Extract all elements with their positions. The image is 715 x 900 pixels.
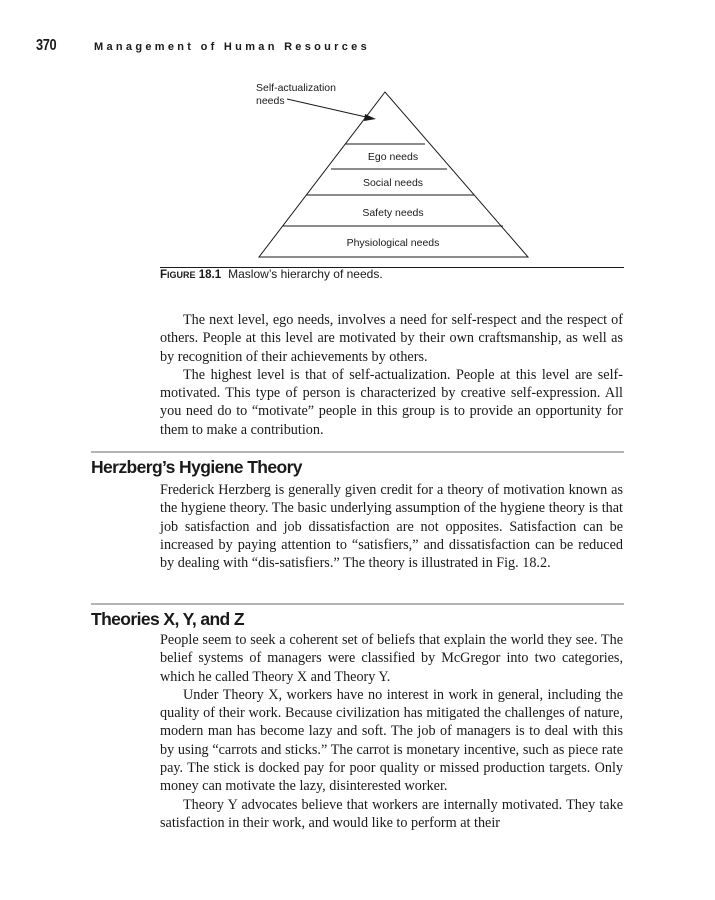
running-head-title: Management of Human Resources [94, 41, 371, 53]
section-rule [91, 603, 624, 605]
level-label-safety: Safety needs [362, 207, 424, 219]
paragraph: Under Theory X, workers have no interest in work in general, including the quality of their work. Because civilization has mitigated the challenges of nature, modern man has become lazy and soft. The job of managers is to deal with this by using “carrots and sticks.” The carrot is monetary incentive, such as piece rate pay. The stick is docked pay for poor quality or missed production targets. Only money can motivate the lazy, disinterested worker. [160, 686, 623, 795]
section-body-theories [160, 631, 623, 832]
paragraph: Theory Y advocates believe that workers are internally motivated. They take satisfaction in their work, and would like to perform at their [160, 796, 623, 831]
figure-label [160, 269, 221, 281]
intro-text [160, 311, 623, 439]
paragraph: Frederick Herzberg is generally given credit for a theory of motivation known as the hygiene theory. The basic underlying assumption of the hygiene theory is that job satisfaction and job dissatisfaction are not opposites. Satisfaction can be increased by paying attention to “satisfiers,” and dissatisfaction can be reduced by dealing with “dis-satisfiers.” The theory is illustrated in Fig. 18.2. [160, 482, 623, 572]
figure-label-initial: F [160, 269, 168, 281]
level-label-social: Social needs [362, 177, 424, 189]
callout-label-line2: needs [256, 95, 285, 107]
figure-caption-text: Maslow’s hierarchy of needs. [228, 267, 383, 281]
figure-caption [160, 267, 383, 281]
figure-label-smallcaps: IGURE [167, 270, 196, 280]
section-rule [91, 451, 624, 453]
callout-label-line1: Self-actualization [256, 82, 336, 94]
callout-arrow-line [287, 99, 366, 117]
figure-number: 18.1 [198, 269, 222, 281]
section-heading-theories: Theories X, Y, and Z [91, 609, 245, 629]
paragraph: The highest level is that of self-actualization. People at this level are self-motivated. This type of person is characterized by creative self-expression. All you need do to “motivate” people in this group is to provide an opportunity for them to make a contribution. [160, 366, 623, 438]
maslow-pyramid-figure [0, 0, 715, 270]
section-heading-herzberg: Herzberg’s Hygiene Theory [91, 457, 302, 477]
page-number: 370 [36, 37, 57, 54]
level-label-ego: Ego needs [367, 151, 419, 163]
section-body-herzberg [160, 481, 623, 572]
callout-arrowhead [364, 114, 376, 121]
pyramid-outline [259, 92, 528, 257]
paragraph: People seem to seek a coherent set of beliefs that explain the world they see. The belief systems of managers were classified by McGregor into two categories, which he called Theory X and Theory Y. [160, 632, 623, 685]
paragraph: The next level, ego needs, involves a need for self-respect and the respect of others. People at this level are motivated by their own craftsmanship, as well as by recognition of their achievements by others. [160, 312, 623, 365]
level-label-physiological: Physiological needs [346, 237, 440, 249]
